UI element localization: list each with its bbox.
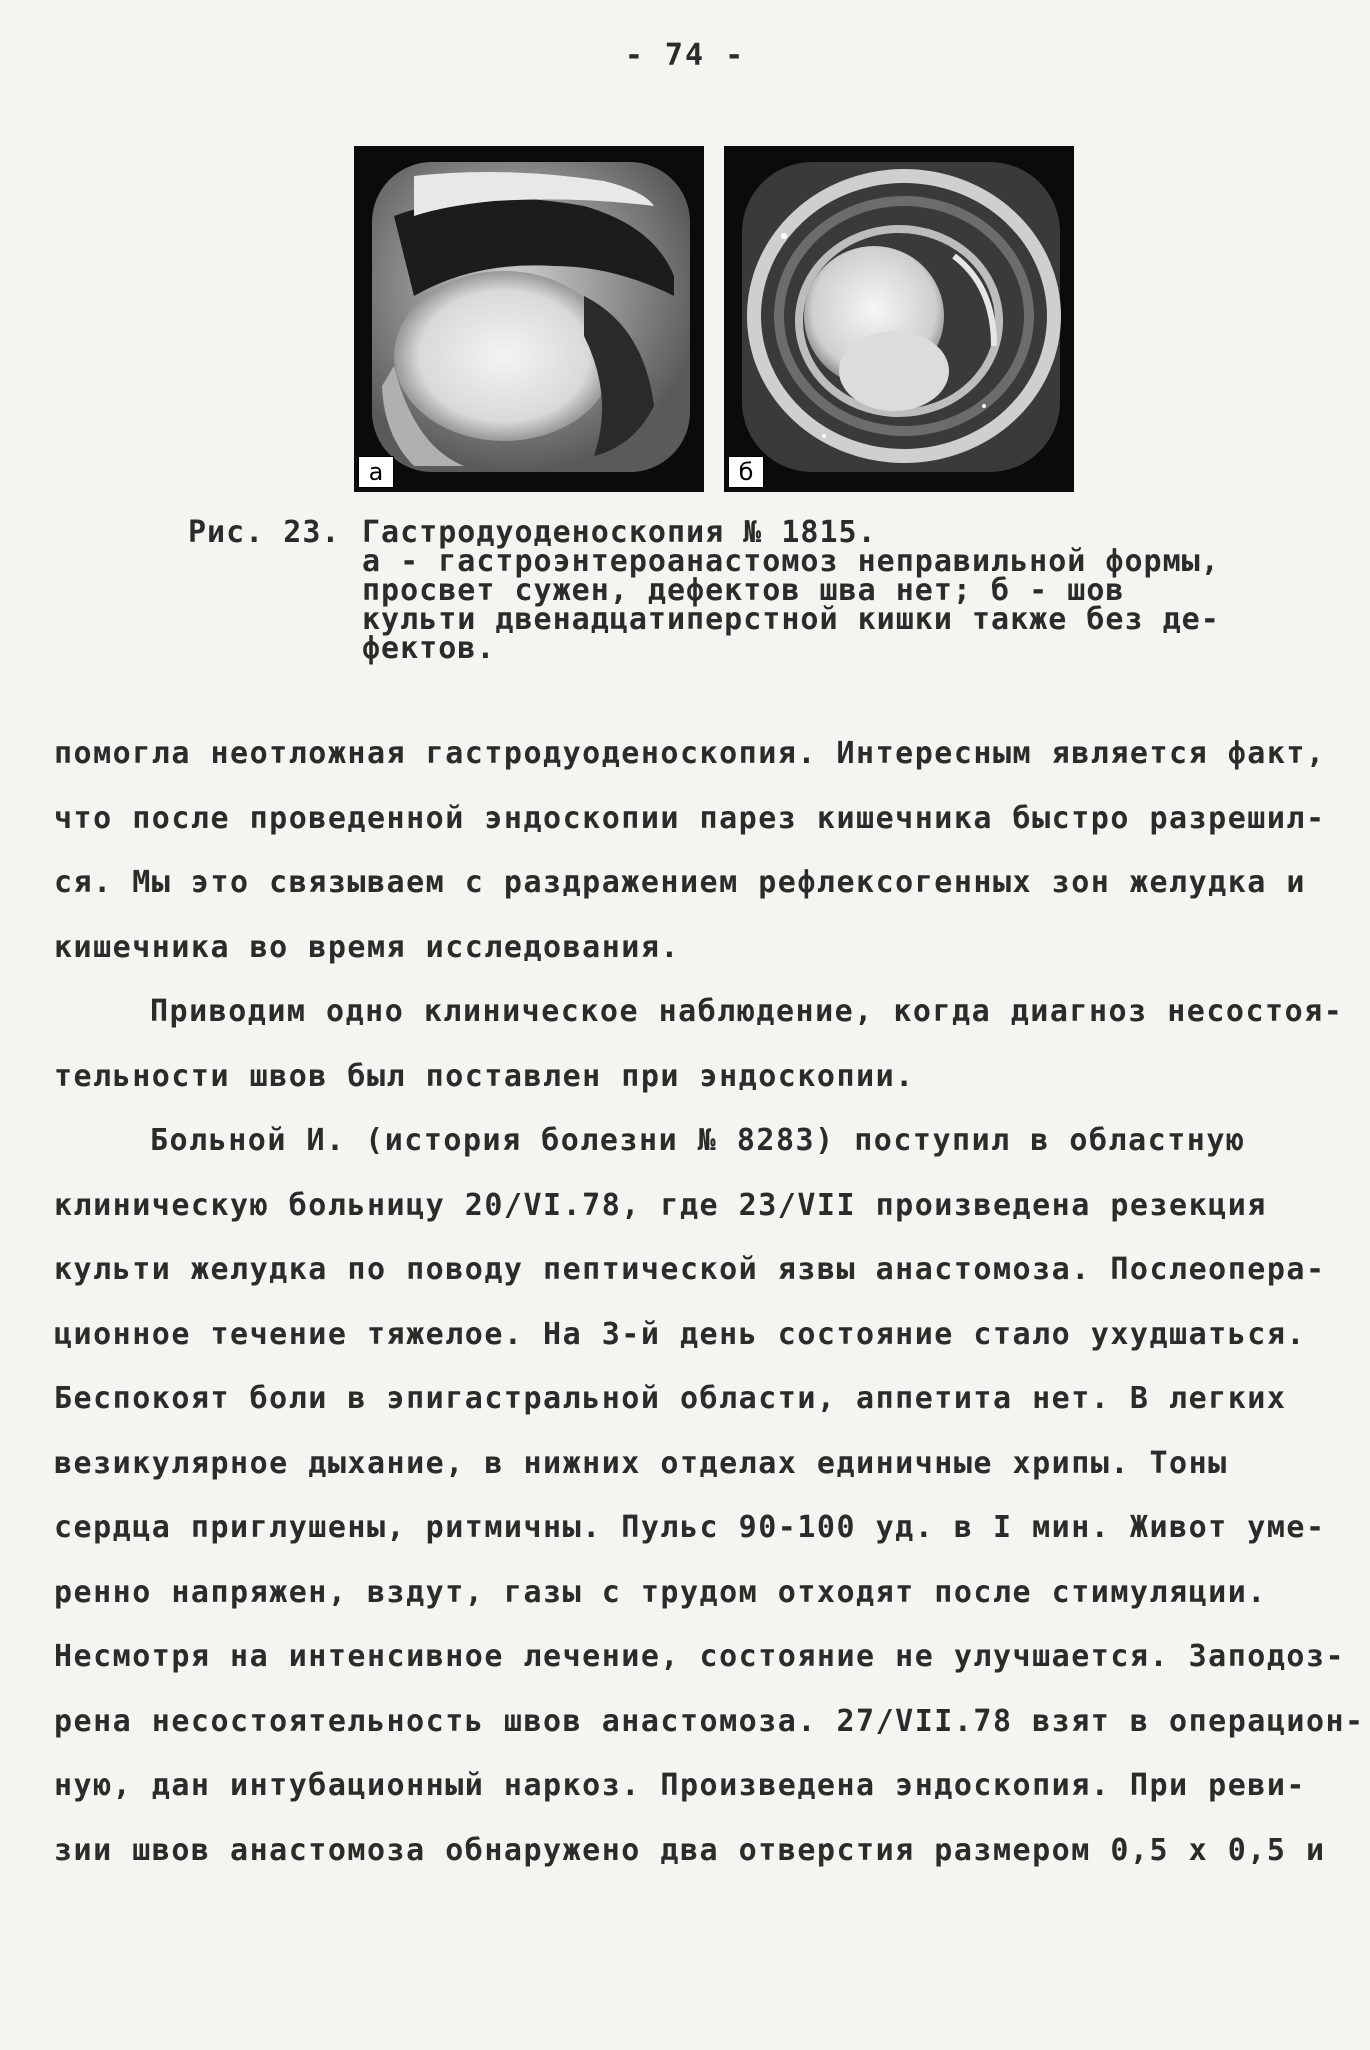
text-line: помогла неотложная гастродуоденоскопия. Интересным является факт, [54,736,1326,771]
text-line: Беспокоят боли в эпигастральной области, аппетита нет. В легких [54,1381,1287,1416]
text-line: рена несостоятельность швов анастомоза. 27/VII.78 взят в операцион- [54,1703,1365,1739]
text-line: Больной И. (история болезни № 8283) поступил в областную [150,1123,1246,1158]
body-text [54,722,1365,1883]
text-line: ся. Мы это связываем с раздражением рефлексогенных зон желудка и [54,865,1306,900]
text-line: ционное течение тяжелое. На 3-й день состояние стало ухудшаться. [54,1316,1306,1352]
endoscopy-photo-a [354,146,704,492]
photo-a-image [354,146,704,492]
caption-line: просвет сужен, дефектов шва нет; б - шов [362,573,1125,608]
text-line: сердца приглушены, ритмичны. Пульс 90-100 уд. в I мин. Живот уме- [54,1510,1326,1545]
text-line: Несмотря на интенсивное лечение, состояние не улучшается. Заподоз- [54,1639,1346,1674]
text-line: везикулярное дыхание, в нижних отделах единичные хрипы. Тоны [54,1445,1228,1481]
page-number: - 74 - [624,38,746,73]
caption-line: Гастродуоденоскопия № 1815. [362,515,877,550]
figure-caption [188,515,1228,666]
text-line: ную, дан интубационный наркоз. Произведена эндоскопия. При реви- [54,1768,1306,1803]
caption-line: а - гастроэнтероанастомоз неправильной формы, [362,544,1220,579]
caption-line: культи двенадцатиперстной кишки также без де- [362,602,1220,637]
text-line: что после проведенной эндоскопии парез кишечника быстро разрешил- [54,800,1326,836]
panel-a-label: а [358,456,394,488]
caption-label: Рис. 23. [188,515,341,550]
text-line: кишечника во время исследования. [54,929,680,965]
text-line: Приводим одно клиническое наблюдение, когда диагноз несостоя- [150,994,1344,1029]
text-line: клиническую больницу 20/VI.78, где 23/VII произведена резекция [54,1187,1267,1223]
text-line: зии швов анастомоза обнаружено два отверстия размером 0,5 x 0,5 и [54,1832,1326,1868]
caption-line: фектов. [362,631,496,666]
text-line: культи желудка по поводу пептической язвы анастомоза. Послеопера- [54,1252,1326,1287]
endoscopy-photo-b [724,146,1074,492]
figure-endoscopy-photos [354,146,1074,492]
text-line: ренно напряжен, вздут, газы с трудом отходят после стимуляции. [54,1574,1267,1610]
text-line: тельности швов был поставлен при эндоскопии. [54,1058,915,1094]
panel-b-label: б [728,456,764,488]
photo-b-image [724,146,1074,492]
